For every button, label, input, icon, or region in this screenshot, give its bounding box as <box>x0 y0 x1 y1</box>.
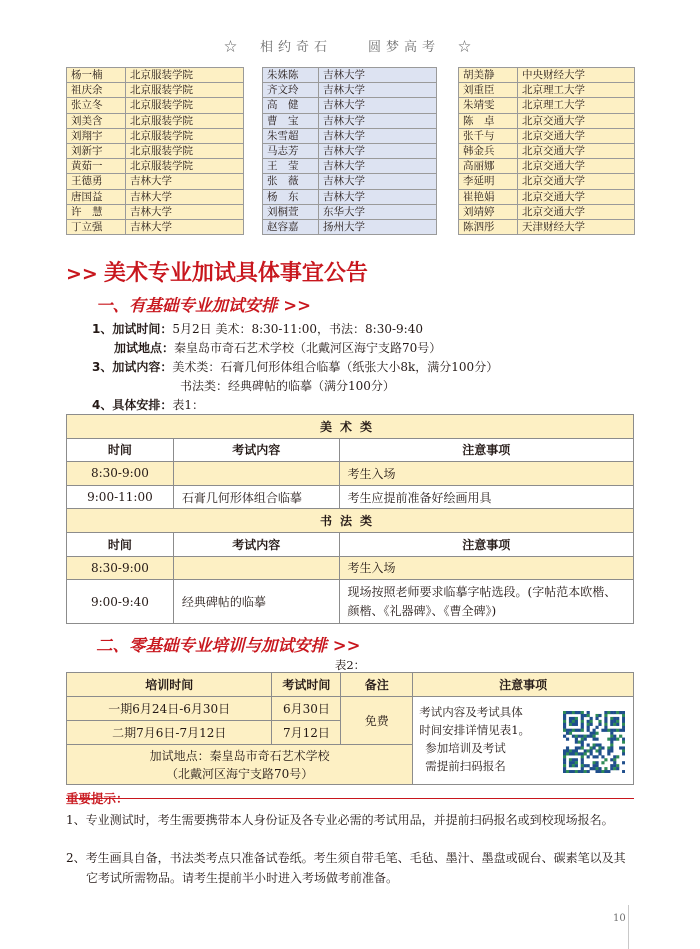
page-number: 10 <box>613 913 626 924</box>
student-row <box>263 189 437 204</box>
info-content-calligraphy <box>180 377 395 396</box>
qr-code-icon[interactable] <box>563 711 625 773</box>
student-name: 朱雪超 <box>263 128 319 143</box>
info-number: 1、 <box>92 322 113 336</box>
student-row <box>459 189 635 204</box>
page-header: ☆ 相约奇石 圆梦高考 ☆ <box>223 40 476 55</box>
student-name: 刘重臣 <box>459 83 518 98</box>
student-university: 北京服装学院 <box>126 83 244 98</box>
student-university: 北京服装学院 <box>126 68 244 83</box>
student-university: 吉林大学 <box>319 83 437 98</box>
col-content: 考试内容 <box>173 532 339 556</box>
student-row <box>459 204 635 219</box>
student-university: 北京交通大学 <box>518 159 635 174</box>
student-university: 扬州大学 <box>319 219 437 234</box>
col-time: 时间 <box>67 438 174 462</box>
student-name: 朱靖雯 <box>459 98 518 113</box>
student-university: 吉林大学 <box>319 128 437 143</box>
student-name: 高丽娜 <box>459 159 518 174</box>
remark-free: 免费 <box>341 697 413 745</box>
col-time: 时间 <box>67 532 174 556</box>
admitted-students-table-2 <box>262 67 437 235</box>
student-row <box>263 159 437 174</box>
student-name: 马志芳 <box>263 143 319 158</box>
title-text: 美术专业加试具体事宜公告 <box>103 261 368 286</box>
student-university: 北京理工大学 <box>518 98 635 113</box>
col-exam-time: 考试时间 <box>272 673 341 697</box>
exam-schedule-table <box>66 414 634 624</box>
student-name: 陈 卓 <box>459 113 518 128</box>
table-row: 一期6月24日-6月30日 6月30日 免费 考试内容及考试具体 时间安排详情见表1。 参加培训及考试 需提前扫码报名 <box>67 697 634 721</box>
col-training-time: 培训时间 <box>67 673 272 697</box>
student-row <box>67 143 244 158</box>
info-number: 3、 <box>92 360 113 374</box>
announcement-title <box>66 256 368 287</box>
student-name: 杨 东 <box>263 189 319 204</box>
student-row <box>459 68 635 83</box>
section-2-title: 二、零基础专业培训与加试安排 >> <box>96 636 361 655</box>
student-university: 中央财经大学 <box>518 68 635 83</box>
student-row <box>459 98 635 113</box>
student-university: 北京交通大学 <box>518 189 635 204</box>
student-row <box>67 159 244 174</box>
student-name: 张 薇 <box>263 174 319 189</box>
student-name: 齐文玲 <box>263 83 319 98</box>
table-2-caption: 表2： <box>334 658 366 672</box>
student-university: 北京交通大学 <box>518 174 635 189</box>
col-notes: 注意事项 <box>339 438 633 462</box>
info-time <box>92 320 423 339</box>
student-row <box>67 98 244 113</box>
student-name: 朱姝陈 <box>263 68 319 83</box>
student-university: 吉林大学 <box>319 189 437 204</box>
info-label: 加试地点： <box>114 341 175 355</box>
student-name: 唐国益 <box>67 189 126 204</box>
student-name: 许 慧 <box>67 204 126 219</box>
student-university: 吉林大学 <box>319 68 437 83</box>
student-university: 吉林大学 <box>319 159 437 174</box>
table-row: 8:30-9:00 考生入场 <box>67 462 634 486</box>
table-row: 9:00-9:40 经典碑帖的临摹 现场按照老师要求临摹字帖选段。(字帖范本欧楷、颜楷、《礼器碑》、《曹全碑》) <box>67 580 634 624</box>
student-row <box>67 174 244 189</box>
student-row <box>263 143 437 158</box>
col-notes: 注意事项 <box>339 532 633 556</box>
student-name: 张千与 <box>459 128 518 143</box>
student-row <box>459 159 635 174</box>
info-value: 5月2日 美术：8:30-11:00，书法：8:30-9:40 <box>172 322 423 336</box>
student-row <box>459 128 635 143</box>
student-name: 祖庆余 <box>67 83 126 98</box>
table-row: 9:00-11:00 石膏几何形体组合临摹 考生应提前准备好绘画用具 <box>67 485 634 509</box>
student-row <box>263 113 437 128</box>
student-name: 王 莹 <box>263 159 319 174</box>
student-row <box>67 219 244 234</box>
student-row <box>263 204 437 219</box>
student-name: 杨一楠 <box>67 68 126 83</box>
info-place <box>114 339 441 358</box>
notes-cell: 考试内容及考试具体 时间安排详情见表1。 参加培训及考试 需提前扫码报名 <box>413 697 634 785</box>
student-university: 北京服装学院 <box>126 113 244 128</box>
info-value: 书法类：经典碑帖的临摹（满分100分） <box>180 379 395 393</box>
student-row <box>459 174 635 189</box>
section-1-title: 一、有基础专业加试安排 >> <box>96 296 311 315</box>
student-university: 北京服装学院 <box>126 143 244 158</box>
student-university: 吉林大学 <box>319 113 437 128</box>
info-label: 加试内容： <box>112 360 173 374</box>
admitted-students-table-1 <box>66 67 244 235</box>
student-name: 韩金兵 <box>459 143 518 158</box>
student-name: 曹 宝 <box>263 113 319 128</box>
student-row <box>67 68 244 83</box>
student-name: 陈泗彤 <box>459 219 518 234</box>
tips-title: 重要提示： <box>66 791 129 806</box>
student-name: 崔艳娟 <box>459 189 518 204</box>
page-side-bar <box>628 905 629 949</box>
student-name: 张立冬 <box>67 98 126 113</box>
student-university: 东华大学 <box>319 204 437 219</box>
student-name: 高 健 <box>263 98 319 113</box>
student-name: 黄茹一 <box>67 159 126 174</box>
student-name: 刘新宇 <box>67 143 126 158</box>
student-university: 吉林大学 <box>319 174 437 189</box>
student-name: 丁立强 <box>67 219 126 234</box>
student-university: 北京交通大学 <box>518 128 635 143</box>
tip-2: 2、考生画具自备，书法类考点只准备试卷纸。考生须自带毛笔、毛毡、墨汁、墨盘或砚台、碳素笔以及其它考试所需物品。请考生提前半小时进入考场做考前准备。 <box>66 851 626 885</box>
col-notes: 注意事项 <box>413 673 634 697</box>
info-value: 表1： <box>172 398 205 412</box>
student-row <box>459 113 635 128</box>
info-value: 秦皇岛市奇石艺术学校（北戴河区海宁支路70号） <box>174 341 442 355</box>
student-university: 北京理工大学 <box>518 83 635 98</box>
student-university: 吉林大学 <box>319 143 437 158</box>
student-row <box>459 143 635 158</box>
tips-divider <box>66 798 634 799</box>
info-value: 美术类：石膏几何形体组合临摹（纸张大小8k，满分100分） <box>172 360 499 374</box>
info-label: 加试时间： <box>112 322 173 336</box>
student-university: 北京交通大学 <box>518 113 635 128</box>
student-university: 吉林大学 <box>126 219 244 234</box>
student-university: 北京交通大学 <box>518 204 635 219</box>
student-university: 北京服装学院 <box>126 128 244 143</box>
student-row <box>67 128 244 143</box>
col-remark: 备注 <box>341 673 413 697</box>
student-name: 刘美含 <box>67 113 126 128</box>
student-name: 刘桐萱 <box>263 204 319 219</box>
student-row <box>263 174 437 189</box>
student-university: 吉林大学 <box>126 174 244 189</box>
student-university: 吉林大学 <box>126 189 244 204</box>
student-name: 刘翔宇 <box>67 128 126 143</box>
admitted-students-table-3 <box>458 67 635 235</box>
title-arrows: >> <box>66 263 98 285</box>
student-university: 天津财经大学 <box>518 219 635 234</box>
student-row <box>263 68 437 83</box>
student-row <box>263 83 437 98</box>
training-schedule-table <box>66 672 634 785</box>
student-row <box>263 219 437 234</box>
student-university: 吉林大学 <box>319 98 437 113</box>
student-row <box>67 189 244 204</box>
student-row <box>263 98 437 113</box>
tip-1: 1、专业测试时，考生需要携带本人身份证及各专业必需的考试用品，并提前扫码报名或到校现场报名。 <box>66 813 614 827</box>
info-label: 具体安排： <box>112 398 173 412</box>
student-row <box>67 204 244 219</box>
student-row <box>459 219 635 234</box>
info-content <box>92 358 498 377</box>
student-name: 胡美静 <box>459 68 518 83</box>
student-row <box>67 113 244 128</box>
exam-location: 加试地点：秦皇岛市奇石艺术学校 （北戴河区海宁支路70号） <box>67 745 413 785</box>
student-university: 吉林大学 <box>126 204 244 219</box>
art-band: 美术类 <box>67 415 634 439</box>
info-arrangement <box>92 396 204 415</box>
student-row <box>459 83 635 98</box>
student-row <box>263 128 437 143</box>
student-university: 北京交通大学 <box>518 143 635 158</box>
student-row <box>67 83 244 98</box>
student-university: 北京服装学院 <box>126 98 244 113</box>
student-name: 王德勇 <box>67 174 126 189</box>
student-name: 刘靖婷 <box>459 204 518 219</box>
table-row: 二期7月6日-7月12日 7月12日 <box>67 721 634 745</box>
calligraphy-band: 书法类 <box>67 509 634 533</box>
student-name: 赵容嘉 <box>263 219 319 234</box>
col-content: 考试内容 <box>173 438 339 462</box>
info-number: 4、 <box>92 398 113 412</box>
table-row: 8:30-9:00 考生入场 <box>67 556 634 580</box>
student-university: 北京服装学院 <box>126 159 244 174</box>
student-name: 李延明 <box>459 174 518 189</box>
